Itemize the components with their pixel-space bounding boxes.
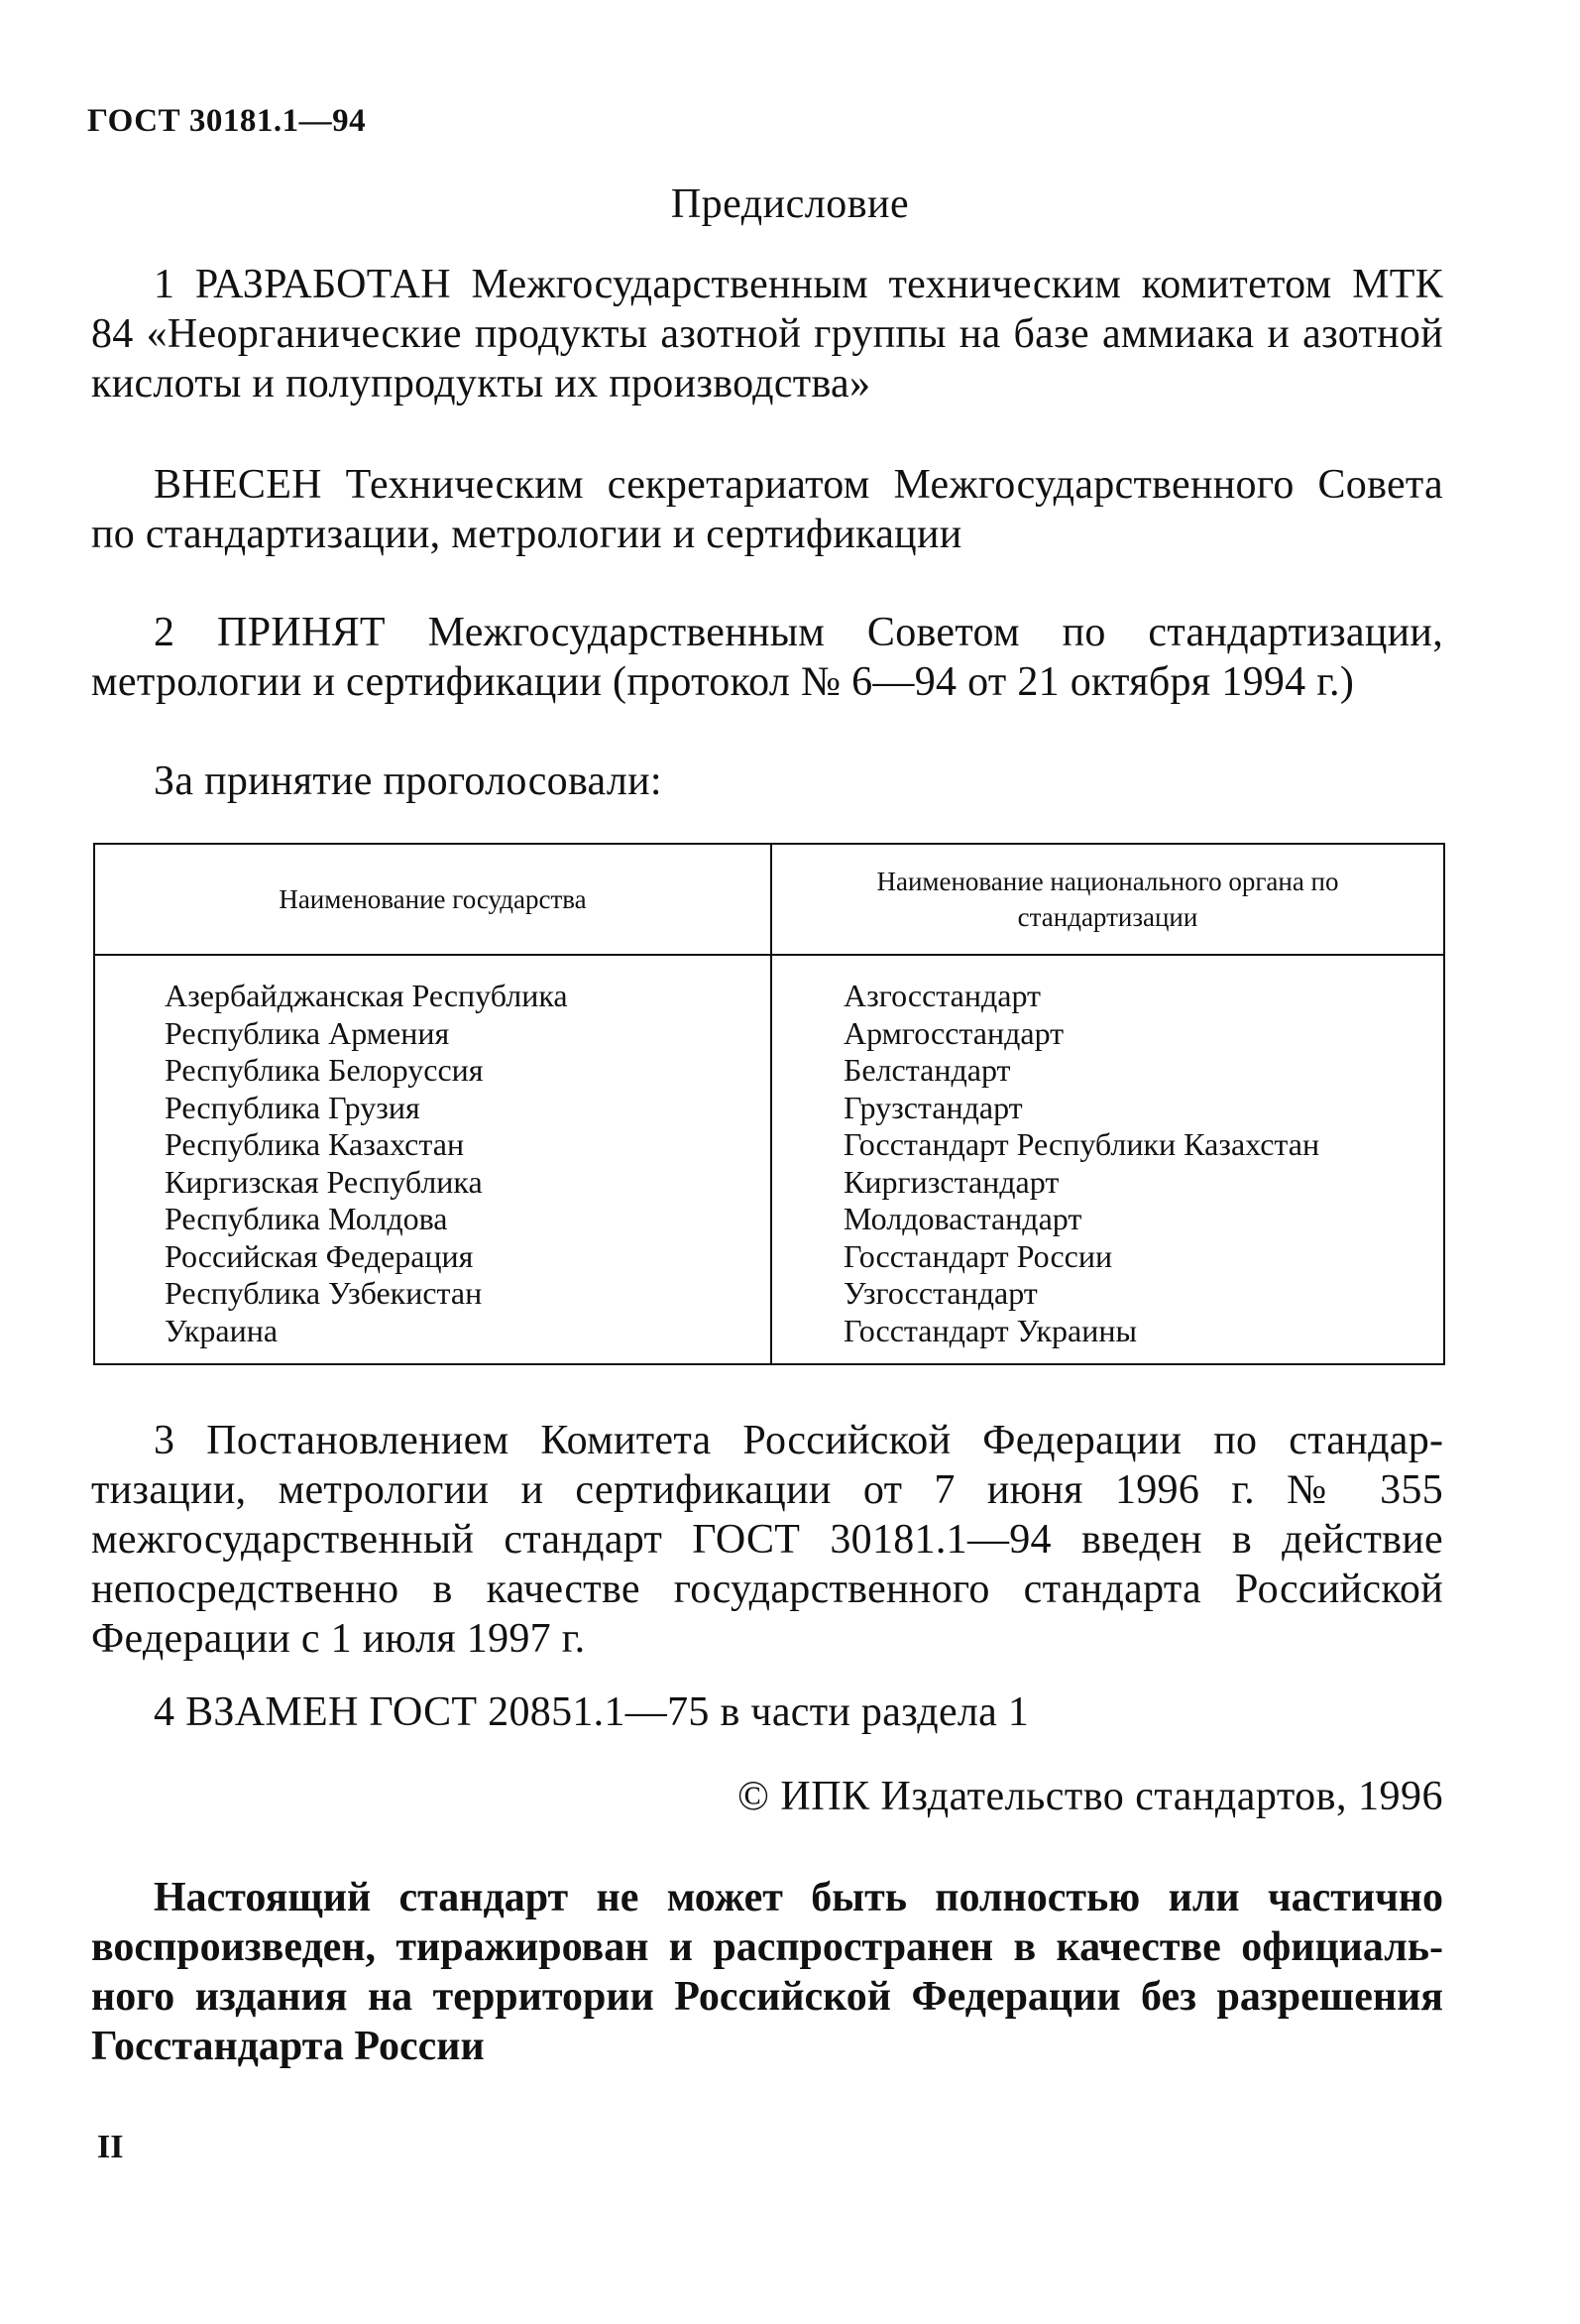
state-name: Республика Молдова: [165, 1201, 448, 1236]
state-name: Республика Узбекистан: [165, 1275, 483, 1311]
reproduction-notice: Настоящий стандарт не может быть полностью или частично воспроизведен, тиражирован и распространен в качестве официального издания на территории Российской Федерации без разрешения Госстандарта России: [91, 1875, 1443, 2069]
standards-body-name: Госстандарт России: [844, 1237, 1113, 1274]
standards-bodies-column: [771, 955, 1444, 1364]
table-header-state: Наименование государства: [94, 844, 771, 955]
voting-table: [93, 843, 1445, 1365]
paragraph-introduced: ВНЕСЕН Техническим секретариатом Межгосударственного Совета по стандартизации, метрологии и сертификации: [91, 462, 1443, 557]
document-code-header: ГОСТ 30181.1—94: [87, 103, 367, 139]
standards-body-name: Белстандарт: [844, 1052, 1011, 1088]
paragraph-replaces: 4 ВЗАМЕН ГОСТ 20851.1—75 в части раздела 1: [154, 1689, 1030, 1735]
standards-body-name: Киргизстандарт: [844, 1163, 1060, 1200]
state-name: Республика Армения: [165, 1014, 450, 1051]
table-header-row: [94, 844, 1444, 955]
standards-body-name: Госстандарт Республики Казахстан: [844, 1126, 1320, 1162]
standards-body-name: Азгосстандарт: [844, 978, 1042, 1013]
paragraph-resolution: 3 Постановлением Комитета Российской Федерации по стандартизации, метрологии и сертификации от 7 июня 1996 г. № 355 межгосударственный стандарт ГОСТ 30181.1—94 введен в действие непосредственно в качестве государственного стандарта Российской Федерации с 1 июля 1997 г.: [91, 1418, 1443, 1662]
page-title: Предисловие: [670, 181, 910, 227]
state-name: Российская Федерация: [165, 1237, 474, 1274]
page-number: II: [97, 2129, 124, 2165]
states-column: [94, 955, 771, 1364]
state-name: Республика Белоруссия: [165, 1052, 484, 1088]
paragraph-developed: 1 РАЗРАБОТАН Межгосударственным техническим комитетом МТК 84 «Неорганические продукты азотной группы на базе аммиака и азотной кислоты и полупродукты их производства»: [91, 262, 1443, 407]
state-name: Украина: [165, 1312, 279, 1348]
standards-body-name: Армгосстандарт: [844, 1014, 1065, 1051]
copyright-line: © ИПК Издательство стандартов, 1996: [736, 1774, 1443, 1819]
standards-body-name: Госстандарт Украины: [844, 1312, 1137, 1348]
paragraph-adopted: 2 ПРИНЯТ Межгосударственным Советом по стандартизации, метрологии и сертификации (протокол № 6—94 от 21 октября 1994 г.): [91, 610, 1443, 705]
table-body-row: [94, 955, 1444, 1364]
standards-body-name: Молдовастандарт: [844, 1201, 1082, 1236]
standards-body-name: Грузстандарт: [844, 1089, 1023, 1125]
state-name: Азербайджанская Республика: [165, 978, 568, 1013]
state-name: Киргизская Республика: [165, 1163, 483, 1200]
standards-body-name: Узгосстандарт: [844, 1275, 1038, 1311]
state-name: Республика Казахстан: [165, 1126, 465, 1162]
state-name: Республика Грузия: [165, 1089, 420, 1125]
paragraph-voted-intro: За принятие проголосовали:: [154, 758, 662, 804]
table-header-body: Наименование национального органа по стандартизации: [771, 844, 1444, 955]
